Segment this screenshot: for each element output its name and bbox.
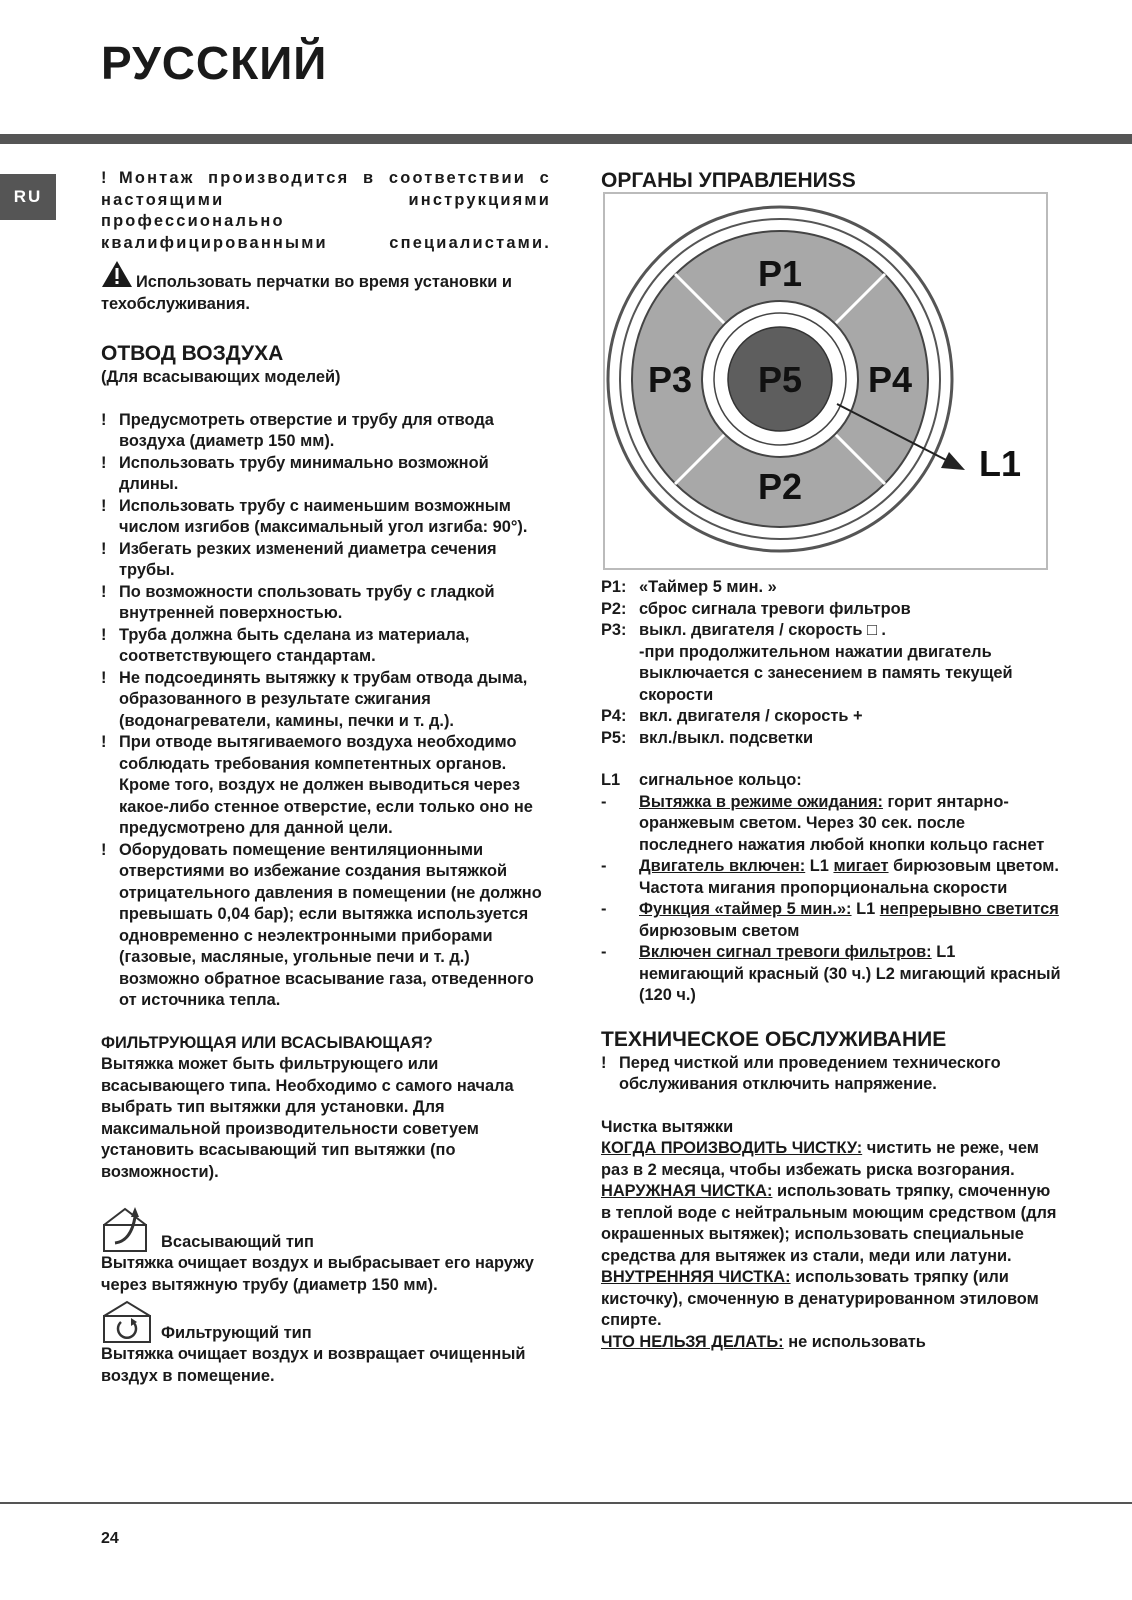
suction-house-icon (101, 1203, 157, 1253)
button-p5-label: P5 (757, 359, 803, 400)
list-item: - Вытяжка в режиме ожидания: горит янтарно-оранжевым светом. Через 30 сек. после последнего нажатия любой кнопки кольцо гаснет (601, 792, 1045, 854)
list-item: ! Труба должна быть сделана из материала, соответствующего стандартам. (101, 625, 470, 665)
legend-row: P2: сброс сигнала тревоги фильтров (601, 599, 911, 618)
air-bullets (101, 410, 551, 1012)
legend-row: P4: вкл. двигателя / скорость + (601, 707, 863, 725)
list-item: - Включен сигнал тревоги фильтров: L1 немигающий красный (30 ч.) L2 мигающий красный (120 ч.) (601, 943, 1061, 1004)
page-title: РУССКИЙ (101, 37, 328, 89)
header-divider (0, 134, 1132, 144)
filter-type-row (101, 1300, 551, 1344)
suction-type-row (101, 1203, 551, 1253)
list-item: ! При отводе вытягиваемого воздуха необходимо соблюдать требования компетентных органов. Кроме того, воздух не должен выводиться через какое-либо стенное отверстие, если только оно не предусмотрено для данной цели. (101, 733, 533, 837)
maintenance-section-title: ТЕХНИЧЕСКОЕ ОБСЛУЖИВАНИЕ (601, 1027, 947, 1051)
legend-row: -при продолжительном нажатии двигатель выключается с занесением в память текущей скорости (639, 642, 1013, 704)
maintenance-warning: ! Перед чисткой или проведением технического обслуживания отключить напряжение. (601, 1053, 1001, 1093)
controls-section-title: ОРГАНЫ УПРАВЛЕНИSS (601, 169, 856, 192)
list-item: - Функция «таймер 5 мин.»: L1 непрерывно светится бирюзовым светом (601, 900, 1059, 940)
list-item: ! По возможности спользовать трубу с гладкой внутренней поверхностью. (101, 582, 495, 622)
button-p1-label: P1 (757, 253, 803, 294)
list-item: ! Избегать резких изменений диаметра сечения трубы. (101, 539, 497, 579)
air-section-subtitle: (Для всасывающих моделей) (101, 368, 341, 386)
footer-divider (0, 1502, 1132, 1504)
suction-type-text: Вытяжка очищает воздух и выбрасывает его наружу через вытяжную трубу (диаметр 150 мм). (101, 1254, 534, 1294)
intro-line-2: настоящими инструкциями профессионально (101, 190, 551, 230)
button-p4-label: P4 (867, 359, 913, 400)
list-item: ! Не подсоединять вытяжку к трубам отвода дыма, образованного в результате сжигания (водонагреватели, камины, печки и т. д.). (101, 668, 528, 730)
filter-type-label: Фильтрующий тип (161, 1323, 312, 1342)
suction-type-label: Всасывающий тип (161, 1232, 314, 1251)
right-column (601, 168, 1061, 194)
filter-section-title: ФИЛЬТРУЮЩАЯ ИЛИ ВСАСЫВАЮЩАЯ? (101, 1033, 433, 1052)
button-p2-label: P2 (757, 466, 803, 507)
control-panel-svg (605, 194, 1046, 568)
list-item: ! Использовать трубу минимально возможной длины. (101, 453, 489, 493)
legend-row: P5: вкл./выкл. подсветки (601, 728, 814, 747)
list-item: ! Использовать трубу с наименьшим возможным числом изгибов (максимальный угол изгиба: 90°). (101, 496, 528, 536)
filter-type-text: Вытяжка очищает воздух и возвращает очищенный воздух в помещение. (101, 1345, 526, 1385)
button-p3-label: P3 (647, 359, 693, 400)
control-panel-diagram (603, 192, 1048, 570)
list-item: ! Предусмотреть отверстие и трубу для отвода воздуха (диаметр 150 мм). (101, 410, 494, 450)
language-tab: RU (0, 174, 56, 220)
legend-row: P3: выкл. двигателя / скорость □ . (601, 621, 886, 639)
cleaning-outer: НАРУЖНАЯ ЧИСТКА: использовать тряпку, смоченную в теплой воде с нейтральным моющим средством (для окрашенных вытяжек); использовать специальные средства для вытяжек из стали, меди или латуни. (601, 1182, 1057, 1265)
page-number: 24 (101, 1530, 119, 1547)
warning-icon (101, 260, 133, 288)
left-column (101, 168, 551, 1387)
filter-section-text: Вытяжка может быть фильтрующего или всасывающего типа. Необходимо с самого начала выбрать тип вытяжки для установки. Для максимальной производительности советуем установить всасывающий тип вытяжки (по возможности). (101, 1055, 514, 1181)
cleaning-title: Чистка вытяжки (601, 1117, 734, 1136)
cleaning-dont: ЧТО НЕЛЬЗЯ ДЕЛАТЬ: не использовать (601, 1332, 926, 1351)
legend-row: P1: «Таймер 5 мин. » (601, 578, 777, 596)
air-section-title: ОТВОД ВОЗДУХА (101, 342, 284, 365)
ring-l1-label: L1 (978, 443, 1022, 484)
intro-line-3: квалифицированными специалистами. (101, 233, 551, 252)
intro-line-1: ! Монтаж производится в соответствии с (101, 169, 551, 187)
l1-title-row: L1 сигнальное кольцо: (601, 771, 802, 789)
filter-house-icon (101, 1300, 159, 1344)
gloves-note: Использовать перчатки во время установки и техобслуживания. (101, 272, 551, 315)
cleaning-when: КОГДА ПРОИЗВОДИТЬ ЧИСТКУ: чистить не реже, чем раз в 2 месяца, чтобы избежать риска возгорания. (601, 1139, 1039, 1179)
list-item: - Двигатель включен: L1 мигает бирюзовым цветом. Частота мигания пропорциональна скорости (601, 857, 1059, 897)
cleaning-inner: ВНУТРЕННЯЯ ЧИСТКА: использовать тряпку (или кисточку), смоченную в денатурированном этиловом спирте. (601, 1268, 1039, 1329)
list-item: ! Оборудовать помещение вентиляционными отверстиями во избежание создания вытяжкой отрицательного давления в помещении (не должно превышать 0,04 бар); если вытяжка используется одновременно с неэлектронными приборами (газовые, масляные, угольные печи и т. д.) возможно обратное всасывание газа, отведенного от источника тепла. (101, 840, 542, 1009)
controls-legend (601, 577, 1061, 1353)
